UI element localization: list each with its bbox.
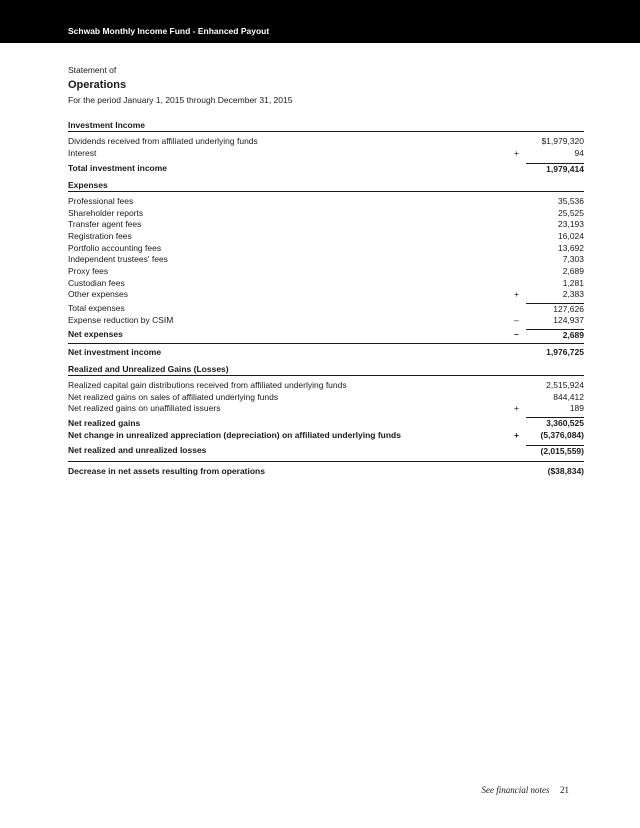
row-label: Total investment income xyxy=(68,163,168,174)
total-row xyxy=(68,162,584,174)
statement-title: Operations xyxy=(68,79,127,91)
row-value: 124,937 xyxy=(553,314,584,325)
row-sign: + xyxy=(514,429,519,440)
table-row xyxy=(68,207,584,219)
row-label: Shareholder reports xyxy=(68,207,144,218)
row-label: Portfolio accounting fees xyxy=(68,242,162,253)
statement-label: Statement of xyxy=(68,65,117,75)
net-investment-income-row xyxy=(68,343,584,358)
row-value: 2,689 xyxy=(526,329,584,340)
table-row xyxy=(68,195,584,207)
row-value: (2,015,559) xyxy=(526,445,584,456)
row-label: Net investment income xyxy=(68,347,162,358)
row-label: Net expenses xyxy=(68,329,123,340)
row-value: 7,303 xyxy=(562,254,584,265)
gains-heading: Realized and Unrealized Gains (Losses) xyxy=(68,364,584,376)
page-number: 21 xyxy=(560,785,569,795)
header-bar xyxy=(0,0,640,43)
statement-period: For the period January 1, 2015 through December 31, 2015 xyxy=(68,95,293,105)
row-label: Net realized gains on unaffiliated issuers xyxy=(68,403,221,414)
row-value: 1,979,414 xyxy=(526,163,584,174)
row-label: Net realized gains xyxy=(68,417,141,428)
row-label: Professional fees xyxy=(68,195,134,206)
net-realized-gains-row xyxy=(68,417,584,429)
table-row xyxy=(68,391,584,403)
row-label: Total expenses xyxy=(68,303,125,314)
row-value: 16,024 xyxy=(558,230,584,241)
row-value: 1,281 xyxy=(562,277,584,288)
row-sign: – xyxy=(514,329,519,340)
table-row xyxy=(68,379,584,391)
table-row xyxy=(68,289,584,301)
decrease-net-assets-row xyxy=(68,461,584,477)
row-label: Transfer agent fees xyxy=(68,219,142,230)
statement-content xyxy=(68,65,584,477)
row-value: 189 xyxy=(569,403,584,414)
table-row xyxy=(68,402,584,414)
footer-note: See financial notes xyxy=(481,785,550,795)
row-value: 23,193 xyxy=(558,219,584,230)
table-row xyxy=(68,242,584,254)
row-value: 2,689 xyxy=(562,266,584,277)
net-realized-unrealized-row xyxy=(68,444,584,456)
row-label: Independent trustees' fees xyxy=(68,254,168,265)
expenses-heading: Expenses xyxy=(68,180,584,192)
expenses-rows xyxy=(68,195,584,340)
table-row xyxy=(68,277,584,289)
row-value: 25,525 xyxy=(558,207,584,218)
row-value: $1,979,320 xyxy=(541,135,584,146)
investment-income-heading: Investment Income xyxy=(68,120,584,132)
row-label: Net realized and unrealized losses xyxy=(68,445,207,456)
row-value: 35,536 xyxy=(558,195,584,206)
table-row xyxy=(68,135,584,147)
row-sign: + xyxy=(514,403,519,414)
expense-reduction-row xyxy=(68,314,584,326)
row-label: Dividends received from affiliated underlying funds xyxy=(68,135,258,146)
row-label: Net realized gains on sales of affiliated underlying funds xyxy=(68,391,279,402)
net-change-unrealized-row xyxy=(68,429,584,441)
row-value: 127,626 xyxy=(526,303,584,314)
row-value: ($38,834) xyxy=(547,465,584,476)
row-label: Realized capital gain distributions received from affiliated underlying funds xyxy=(68,379,347,390)
row-label: Registration fees xyxy=(68,230,132,241)
row-value: 2,383 xyxy=(562,289,584,300)
row-value: 13,692 xyxy=(558,242,584,253)
row-value: (5,376,084) xyxy=(540,429,584,440)
row-label: Proxy fees xyxy=(68,266,109,277)
investment-income-rows xyxy=(68,135,584,174)
table-row xyxy=(68,230,584,242)
row-label: Decrease in net assets resulting from operations xyxy=(68,465,265,476)
row-sign: + xyxy=(514,147,519,158)
row-label: Other expenses xyxy=(68,289,129,300)
row-sign: + xyxy=(514,289,519,300)
table-row xyxy=(68,265,584,277)
table-row xyxy=(68,147,584,159)
row-sign: – xyxy=(514,314,519,325)
page-footer xyxy=(482,785,570,795)
table-row xyxy=(68,218,584,230)
row-value: 844,412 xyxy=(553,391,584,402)
table-row xyxy=(68,254,584,266)
row-label: Expense reduction by CSIM xyxy=(68,314,174,325)
row-label: Net change in unrealized appreciation (depreciation) on affiliated underlying funds xyxy=(68,429,401,440)
row-label: Custodian fees xyxy=(68,277,125,288)
row-label: Interest xyxy=(68,147,97,158)
row-value: 3,360,525 xyxy=(526,417,584,428)
gains-rows xyxy=(68,379,584,456)
net-expenses-row xyxy=(68,329,584,341)
row-value: 1,976,725 xyxy=(546,347,584,358)
fund-title: Schwab Monthly Income Fund - Enhanced Payout xyxy=(68,26,270,36)
total-expenses-row xyxy=(68,302,584,314)
row-value: 2,515,924 xyxy=(546,379,584,390)
row-value: 94 xyxy=(574,147,584,158)
